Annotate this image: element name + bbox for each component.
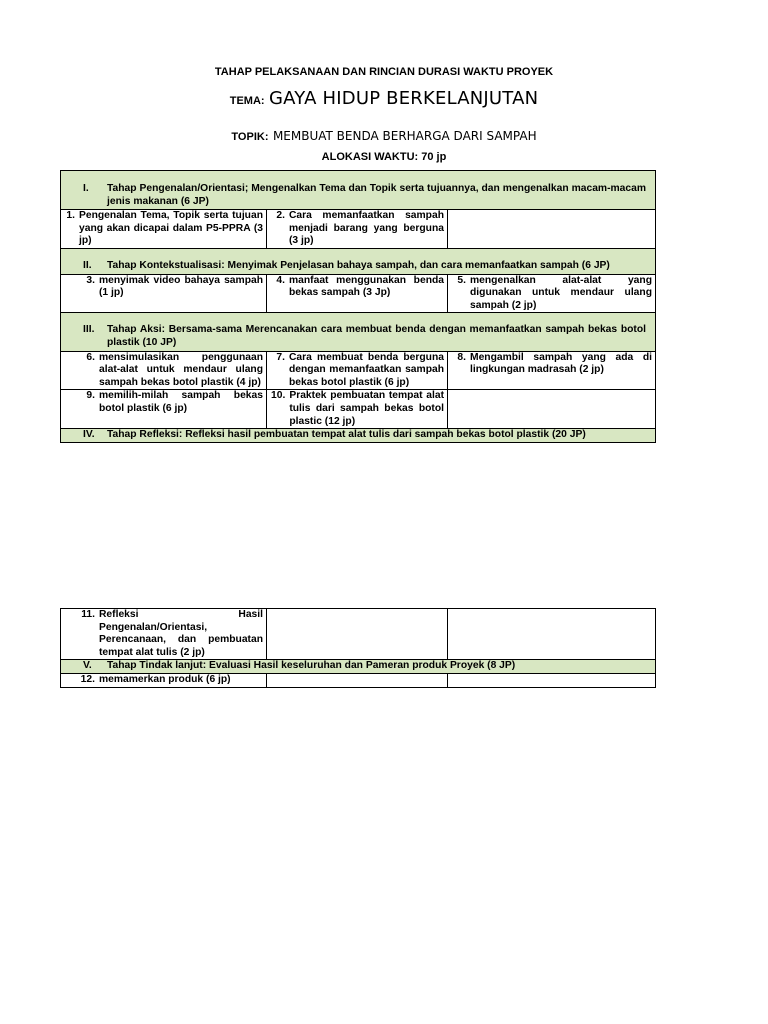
project-stages-table-continued: [60, 608, 656, 688]
activity-number: 9.: [86, 390, 95, 402]
phase-number: I.: [83, 183, 89, 194]
activity-cell: [61, 210, 267, 249]
activity-text: Refleksi Hasil Pengenalan/Orientasi, Perencanaan, dan pembuatan tempat alat tulis (2 jp): [99, 609, 263, 658]
activity-number: 8.: [457, 351, 466, 363]
phase-row-3: [61, 313, 656, 351]
empty-cell: [448, 210, 656, 249]
activity-text: memilih-milah sampah bekas botol plastik (6 jp): [99, 390, 263, 414]
empty-cell: [448, 390, 656, 429]
activity-cell: [267, 274, 448, 313]
activity-number: 5.: [457, 274, 466, 286]
activity-cell: [61, 673, 267, 687]
phase-cell: [61, 429, 656, 443]
theme-label: TEMA:: [229, 95, 265, 107]
activity-text: memamerkan produk (6 jp): [99, 673, 231, 685]
topic-line: [0, 127, 768, 145]
phase-number: II.: [83, 259, 92, 271]
phase-number: III.: [83, 324, 95, 336]
phase-text: Tahap Tindak lanjut: Evaluasi Hasil keseluruhan dan Pameran produk Proyek (8 JP): [107, 660, 516, 672]
phase-text: Tahap Refleksi: Refleksi hasil pembuatan tempat alat tulis dari sampah bekas botol plastik (20 JP): [107, 429, 586, 441]
phase-cell: [61, 171, 656, 210]
phase-cell: [61, 660, 656, 674]
activity-number: 10.: [271, 390, 286, 402]
phase-cell: [61, 313, 656, 351]
phase-cell: [61, 248, 656, 274]
activity-row: [61, 351, 656, 390]
theme-line: [0, 88, 768, 109]
activity-text: mensimulasikan penggunaan alat-alat untuk mendaur ulang sampah bekas botol plastik (4 jp): [99, 351, 263, 388]
activity-text: Pengenalan Tema, Topik serta tujuan yang akan dicapai dalam P5-PPRA (3 jp): [79, 210, 263, 247]
activity-row: [61, 673, 656, 687]
activity-row: [61, 390, 656, 429]
empty-cell: [448, 673, 656, 687]
topic-label: TOPIK:: [231, 131, 269, 143]
activity-cell: [61, 609, 267, 660]
activity-cell: [267, 390, 448, 429]
activity-cell: [61, 274, 267, 313]
activity-text: Cara memanfaatkan sampah menjadi barang yang berguna (3 jp): [289, 210, 444, 247]
activity-text: Mengambil sampah yang ada di lingkungan madrasah (2 jp): [470, 351, 652, 376]
activity-cell: [267, 210, 448, 249]
phase-number: V.: [83, 660, 92, 672]
activity-cell: [267, 351, 448, 390]
empty-cell: [267, 609, 448, 660]
topic-value: MEMBUAT BENDA BERHARGA DARI SAMPAH: [272, 129, 537, 143]
document-title: TAHAP PELAKSANAAN DAN RINCIAN DURASI WAKTU PROYEK: [214, 66, 554, 78]
activity-text: Cara membuat benda berguna dengan memanfaatkan sampah bekas botol plastik (6 jp): [289, 351, 444, 388]
phase-text: Tahap Aksi: Bersama-sama Merencanakan cara membuat benda dengan memanfaatkan sampah bekas botol plastik (10 JP): [107, 324, 646, 348]
time-allocation: ALOKASI WAKTU: 70 jp: [321, 151, 447, 163]
activity-number: 12.: [80, 673, 95, 685]
empty-cell: [448, 609, 656, 660]
activity-text: mengenalkan alat-alat yang digunakan untuk mendaur ulang sampah (2 jp): [470, 274, 652, 311]
activity-number: 3.: [86, 274, 95, 286]
theme-value: GAYA HIDUP BERKELANJUTAN: [269, 88, 539, 109]
activity-text: manfaat menggunakan benda bekas sampah (3 Jp): [289, 274, 444, 299]
activity-number: 6.: [86, 351, 95, 363]
activity-row: [61, 210, 656, 249]
phase-row-5: [61, 660, 656, 674]
activity-number: 1.: [66, 210, 75, 222]
activity-text: Praktek pembuatan tempat alat tulis dari sampah bekas botol plastic (12 jp): [289, 390, 444, 427]
phase-row-2: [61, 248, 656, 274]
phase-text: Tahap Pengenalan/Orientasi; Mengenalkan Tema dan Topik serta tujuannya, dan mengenalkan macam-macam jenis makanan (6 JP): [107, 183, 646, 207]
activity-number: 4.: [276, 274, 285, 286]
activity-number: 11.: [81, 609, 95, 620]
activity-cell: [61, 390, 267, 429]
project-stages-table: [60, 170, 656, 443]
activity-row: [61, 274, 656, 313]
activity-text: menyimak video bahaya sampah (1 jp): [99, 274, 263, 299]
phase-row-1: [61, 171, 656, 210]
activity-cell: [448, 351, 656, 390]
phase-row-4: [61, 429, 656, 443]
phase-text: Tahap Kontekstualisasi: Menyimak Penjelasan bahaya sampah, dan cara memanfaatkan sampah (6 JP): [107, 259, 610, 271]
phase-number: IV.: [83, 429, 95, 441]
activity-row: [61, 609, 656, 660]
empty-cell: [267, 673, 448, 687]
activity-cell: [61, 351, 267, 390]
activity-number: 7.: [276, 351, 285, 363]
activity-cell: [448, 274, 656, 313]
activity-number: 2.: [276, 210, 285, 222]
